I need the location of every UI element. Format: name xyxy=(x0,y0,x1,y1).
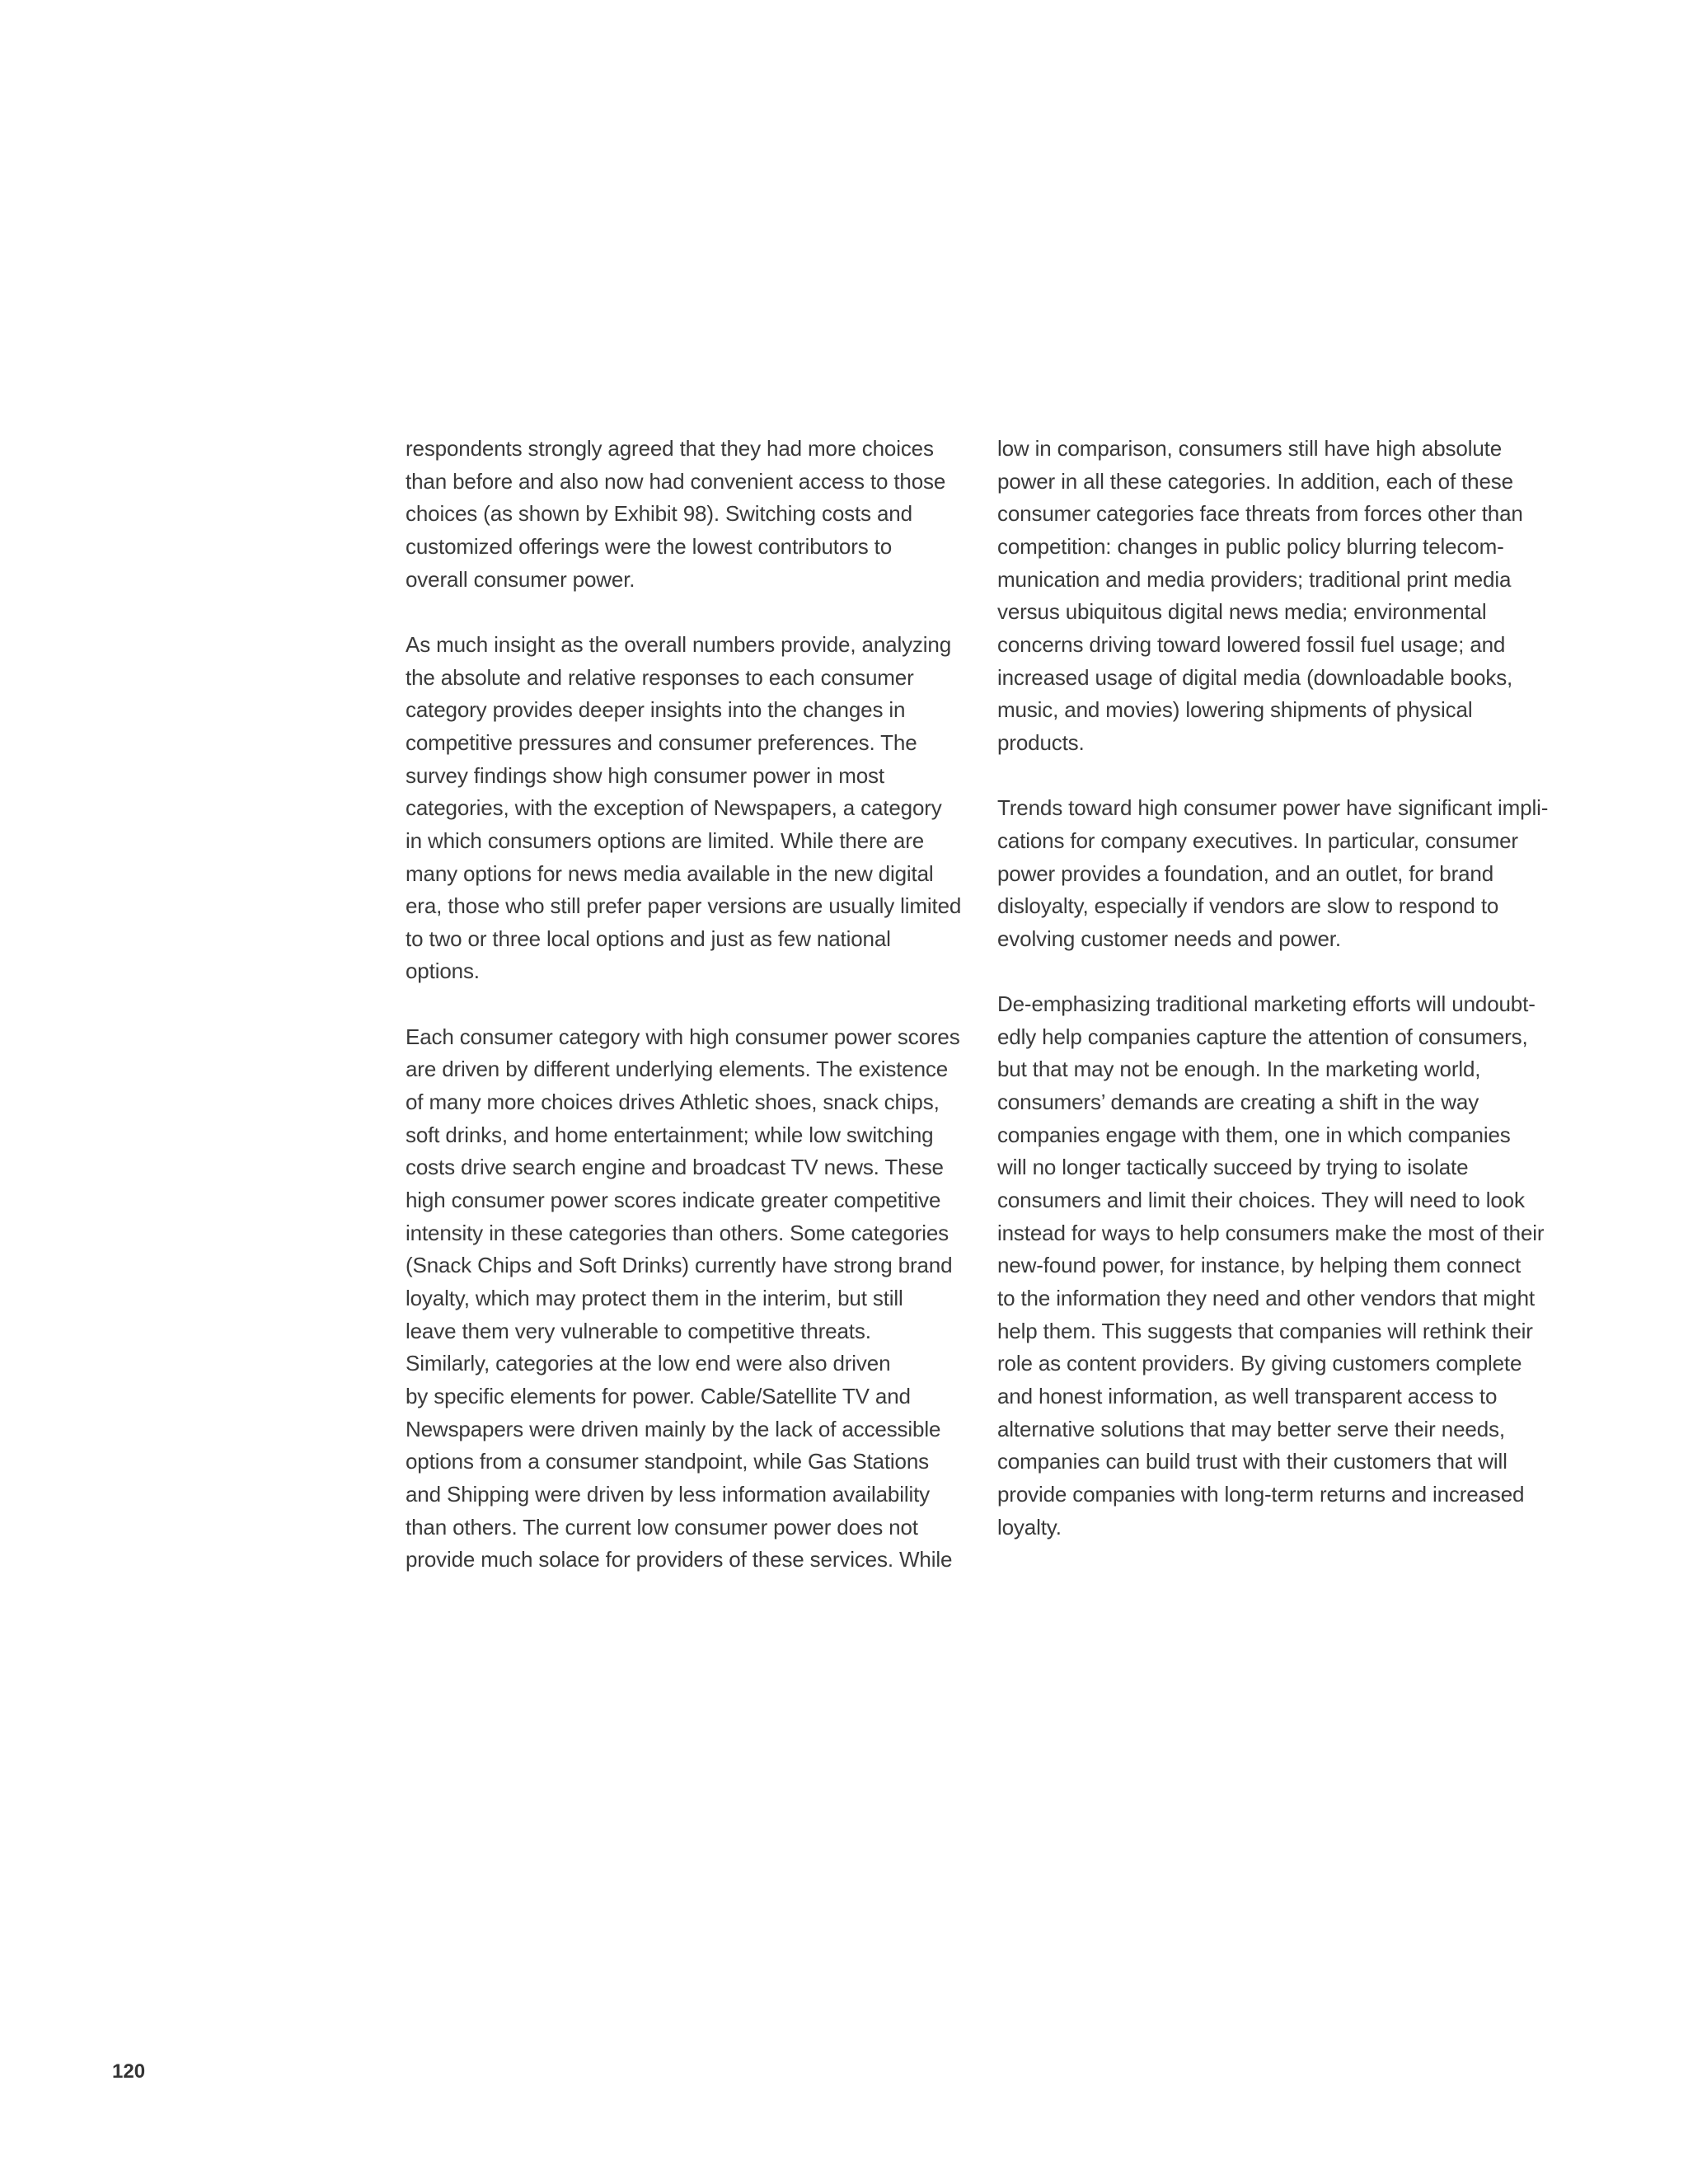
text-line: in which consumers options are limited. While there are xyxy=(406,827,925,853)
right-text-column xyxy=(997,433,1574,1544)
text-line: disloyalty, especially if vendors are slow to respond to xyxy=(997,893,1499,919)
text-line: Newspapers were driven mainly by the lack of accessible xyxy=(406,1416,941,1441)
text-line: instead for ways to help consumers make the most of their xyxy=(997,1220,1545,1245)
text-line: will no longer tactically succeed by trying to isolate xyxy=(997,1155,1469,1180)
text-line: are driven by different underlying elements. The existence xyxy=(406,1057,949,1082)
paragraph-gap xyxy=(406,988,974,1021)
text-line: As much insight as the overall numbers provide, analyzing xyxy=(406,631,952,657)
text-line: Similarly, categories at the low end were also driven xyxy=(406,1351,891,1376)
text-line: to two or three local options and just as few national xyxy=(406,926,891,951)
text-line: choices (as shown by Exhibit 98). Switching costs and xyxy=(406,501,912,527)
text-line: and honest information, as well transparent access to xyxy=(997,1384,1498,1408)
text-line: low in comparison, consumers still have high absolute xyxy=(997,436,1503,461)
text-line: intensity in these categories than others. Some categories xyxy=(406,1220,950,1245)
text-line: munication and media providers; traditional print media xyxy=(997,566,1512,592)
text-line: survey findings show high consumer power in most xyxy=(406,762,884,788)
text-line: evolving customer needs and power. xyxy=(997,926,1341,951)
text-line: category provides deeper insights into the changes in xyxy=(406,697,906,723)
text-line: provide much solace for providers of these services. While xyxy=(406,1547,953,1572)
text-line: options from a consumer standpoint, while Gas Stations xyxy=(406,1449,930,1474)
text-line: consumers’ demands are creating a shift in the way xyxy=(997,1090,1479,1115)
text-line: loyalty. xyxy=(997,1514,1062,1540)
text-line: customized offerings were the lowest contributors to xyxy=(406,533,893,559)
text-line: categories, with the exception of Newspapers, a category xyxy=(406,795,942,821)
text-line: cations for company executives. In particular, consumer xyxy=(997,827,1518,853)
text-line: concerns driving toward lowered fossil fuel usage; and xyxy=(997,631,1506,657)
text-line: increased usage of digital media (downloadable books, xyxy=(997,664,1513,690)
text-line: to the information they need and other vendors that might xyxy=(997,1286,1535,1311)
paragraph-gap xyxy=(997,955,1574,988)
text-line: competitive pressures and consumer preferences. The xyxy=(406,729,917,755)
left-text-column xyxy=(406,433,974,1577)
text-line: era, those who still prefer paper versions are usually limited xyxy=(406,893,962,919)
text-line: products. xyxy=(997,729,1085,755)
paragraph xyxy=(406,1021,974,1577)
paragraph xyxy=(997,988,1574,1544)
text-line: and Shipping were driven by less information availability xyxy=(406,1481,931,1507)
text-line: the absolute and relative responses to each consumer xyxy=(406,664,914,690)
text-line: music, and movies) lowering shipments of physical xyxy=(997,697,1473,723)
text-line: role as content providers. By giving customers complete xyxy=(997,1351,1522,1376)
text-line: options. xyxy=(406,958,480,984)
text-line: power provides a foundation, and an outlet, for brand xyxy=(997,860,1494,886)
text-line: many options for news media available in the new digital xyxy=(406,860,934,886)
paragraph xyxy=(406,433,974,596)
text-line: Trends toward high consumer power have significant impli- xyxy=(997,795,1549,821)
text-line: edly help companies capture the attention of consumers, xyxy=(997,1024,1528,1049)
text-line: consumers and limit their choices. They will need to look xyxy=(997,1188,1525,1213)
text-line: by specific elements for power. Cable/Satellite TV and xyxy=(406,1384,911,1408)
paragraph xyxy=(997,433,1574,760)
text-line: than others. The current low consumer power does not xyxy=(406,1514,918,1540)
text-line: costs drive search engine and broadcast TV news. These xyxy=(406,1155,944,1180)
page-number: 120 xyxy=(112,2060,146,2083)
text-line: of many more choices drives Athletic shoes, snack chips, xyxy=(406,1090,940,1115)
text-line: but that may not be enough. In the marketing world, xyxy=(997,1057,1481,1082)
paragraph xyxy=(997,792,1574,955)
text-line: competition: changes in public policy blurring telecom- xyxy=(997,533,1504,559)
text-line: provide companies with long-term returns and increased xyxy=(997,1481,1525,1507)
paragraph-gap xyxy=(406,596,974,629)
text-line: soft drinks, and home entertainment; while low switching xyxy=(406,1122,934,1147)
text-line: companies engage with them, one in which companies xyxy=(997,1122,1511,1147)
text-line: respondents strongly agreed that they had more choices xyxy=(406,436,934,461)
text-line: overall consumer power. xyxy=(406,566,635,592)
text-line: consumer categories face threats from forces other than xyxy=(997,501,1523,527)
text-line: new-found power, for instance, by helping them connect xyxy=(997,1253,1522,1278)
text-line: De-emphasizing traditional marketing efforts will undoubt- xyxy=(997,991,1536,1017)
text-line: power in all these categories. In addition, each of these xyxy=(997,468,1513,494)
text-line: alternative solutions that may better serve their needs, xyxy=(997,1416,1505,1441)
text-line: leave them very vulnerable to competitive threats. xyxy=(406,1318,871,1343)
text-line: loyalty, which may protect them in the interim, but still xyxy=(406,1286,903,1311)
paragraph-gap xyxy=(997,760,1574,793)
text-line: companies can build trust with their customers that will xyxy=(997,1449,1507,1474)
text-line: help them. This suggests that companies will rethink their xyxy=(997,1318,1533,1343)
text-line: than before and also now had convenient access to those xyxy=(406,468,946,494)
text-line: Each consumer category with high consumer power scores xyxy=(406,1024,960,1049)
text-line: (Snack Chips and Soft Drinks) currently have strong brand xyxy=(406,1253,953,1278)
text-line: versus ubiquitous digital news media; environmental xyxy=(997,599,1487,625)
paragraph xyxy=(406,629,974,988)
text-line: high consumer power scores indicate greater competitive xyxy=(406,1188,941,1213)
